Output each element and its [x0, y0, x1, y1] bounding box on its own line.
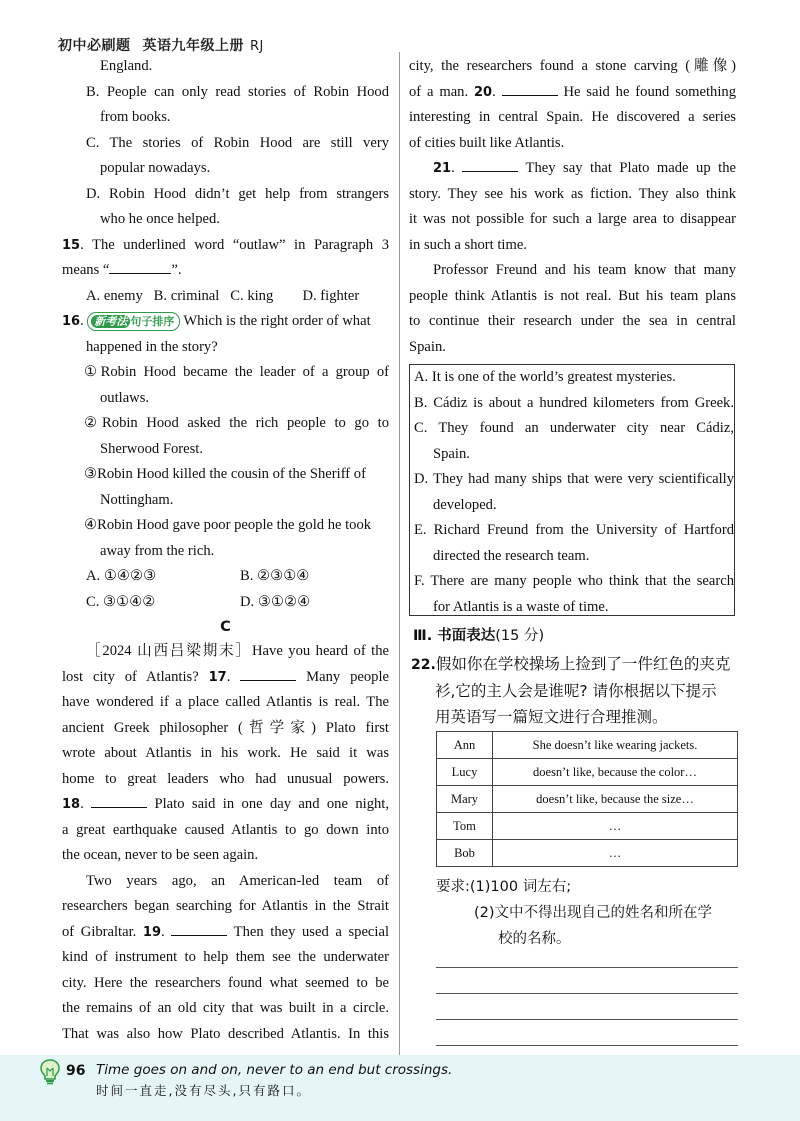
passage-right-line-1: city, the researchers found a stone carving (雕像) — [409, 58, 736, 74]
hints-table — [436, 731, 738, 867]
passage-right-line-11: to continue their research under the sea in central — [409, 313, 736, 329]
passage-right-line-2: of a man. 20. He said he found something — [409, 80, 736, 106]
passage-text: of a man. — [409, 83, 469, 100]
passage-line-11: researchers began searching for Atlantis in the Strait — [62, 898, 389, 915]
section-c-heading: C — [220, 618, 231, 636]
passage-line-8: a great earthquake caused Atlantis to go down into — [62, 821, 389, 838]
writing-requirements — [436, 874, 712, 952]
passage-line-7: 18. Plato said in one day and one night, — [62, 792, 389, 818]
passage-line-5: wrote about Atlantis in his work. He said it was — [62, 745, 389, 762]
q22-number: 22. — [411, 657, 436, 673]
passage-text: He said he found something — [563, 83, 736, 100]
requirement-2-cont: 校的名称。 — [498, 931, 571, 947]
footer-quote-chinese: 时间一直走,没有尽头,只有路口。 — [96, 1083, 311, 1098]
table-row — [437, 759, 738, 786]
passage-line-4: ancient Greek philosopher (哲学家) Plato first — [62, 719, 389, 736]
blank-19[interactable] — [171, 921, 227, 936]
table-cell-name: Bob — [437, 840, 493, 867]
passage-right-line-4: of cities built like Atlantis. — [409, 134, 565, 151]
passage-text: Plato said in one day and one night, — [154, 796, 389, 813]
q22-line3: 用英语写一篇短文进行合理推测。 — [435, 708, 668, 726]
blank-19-number: 19 — [142, 924, 162, 940]
table-cell-text: doesn’t like, because the size… — [493, 786, 738, 813]
passage-text: Then they used a special — [233, 923, 389, 940]
q22-line1 — [411, 651, 741, 678]
table-row — [437, 813, 738, 840]
passage-line-2: lost city of Atlantis? 17. Many people — [62, 665, 389, 691]
table-cell-name: Lucy — [437, 759, 493, 786]
passage-line-9: the ocean, never to be seen again. — [62, 847, 259, 864]
writing-line[interactable] — [436, 993, 738, 994]
header-book-series: 初中必刷题 — [58, 38, 131, 54]
passage-right-line-12: Spain. — [409, 338, 446, 355]
requirement-1: 要求:(1)100 词左右; — [436, 879, 572, 895]
table-cell-text: She doesn’t like wearing jackets. — [493, 732, 738, 759]
passage-line-10: Two years ago, an American-led team of — [86, 872, 389, 889]
option-c-line2: Spain. — [433, 445, 470, 462]
option-f-line1: F. There are many people who think that the search — [414, 573, 734, 589]
passage-right-line-7: it was not possible for such a large area to disappear — [409, 211, 736, 227]
option-d-line2: developed. — [433, 496, 497, 513]
q14-option-b-line1: B. People can only read stories of Robin Hood — [86, 83, 389, 100]
option-e-line1: E. Richard Freund from the University of Hartford — [414, 522, 734, 538]
passage-line-12: of Gibraltar. 19. Then they used a special — [62, 920, 389, 946]
option-a: A. It is one of the world’s greatest mysteries. — [414, 369, 676, 385]
q16-options-ab — [62, 564, 389, 590]
passage-right-line-9: Professor Freund and his team know that many — [433, 262, 736, 278]
q14-option-d-line2: who he once helped. — [100, 211, 220, 227]
passage-text: of Gibraltar. — [62, 923, 137, 940]
passage-right-line-5: 21. They say that Plato made up the — [409, 156, 736, 182]
q22-prompt — [411, 651, 741, 730]
table-row — [437, 786, 738, 813]
blank-17[interactable] — [240, 666, 296, 681]
q16-line1: 16. 新考法 句子排序 Which is the right order of what — [62, 313, 371, 330]
q15-line1: 15. The underlined word “outlaw” in Paragraph 3 — [62, 236, 389, 253]
passage-right-line-6: story. They see his work as fiction. They also think — [409, 185, 736, 202]
q16-stem: Which is the right order of what — [183, 313, 371, 330]
section-3-points: (15 分) — [495, 628, 545, 644]
section-3-title: Ⅲ. 书面表达 — [413, 628, 496, 644]
passage-line-3: have wondered if a place called Atlantis is real. The — [62, 694, 389, 711]
page-number: 96 — [66, 1063, 86, 1079]
page-footer — [0, 1055, 800, 1121]
q16-item-4a: ④Robin Hood gave poor people the gold he took — [84, 517, 372, 534]
q14-option-c-line1: C. The stories of Robin Hood are still very — [86, 134, 389, 151]
passage-right-line-3: interesting in central Spain. He discovered a series — [409, 109, 736, 125]
blank-17-number: 17 — [208, 669, 227, 685]
passage-line-16: That was also how Plato described Atlantis. In this — [62, 1025, 389, 1042]
q14-tail: England. — [100, 58, 153, 74]
q15-line2 — [62, 258, 389, 284]
passage-text: Many people — [306, 668, 389, 685]
q16-option-b: B. ②③①④ — [240, 568, 310, 585]
passage-right-line-10: people think Atlantis is not real. But his team plans — [409, 287, 736, 304]
q16-item-2b: Sherwood Forest. — [100, 440, 203, 457]
option-c-line1: C. They found an underwater city near Cádiz, — [414, 420, 734, 436]
blank-20[interactable] — [502, 81, 558, 96]
passage-line-13: kind of instrument to help them see the underwater — [62, 949, 389, 966]
option-d-line1: D. They had many ships that were very scientifically — [414, 471, 734, 487]
passage-text: They say that Plato made up the — [525, 160, 736, 176]
q16-line2: happened in the story? — [86, 338, 218, 355]
column-divider — [399, 52, 400, 1062]
option-f-line2: for Atlantis is a waste of time. — [433, 598, 609, 615]
q14-option-c-line2: popular nowadays. — [100, 160, 211, 176]
table-cell-name: Tom — [437, 813, 493, 840]
blank-18-number: 18 — [62, 797, 81, 813]
table-cell-name: Mary — [437, 786, 493, 813]
q15-means: means “ — [62, 262, 110, 278]
q16-option-c: C. ③①④② — [86, 593, 156, 610]
q16-item-1b: outlaws. — [100, 389, 150, 406]
q14-option-d-line1: D. Robin Hood didn’t get help from strangers — [86, 185, 389, 202]
new-exam-badge-label: 新考法 — [91, 315, 130, 328]
q15-blank[interactable] — [109, 259, 171, 274]
q16-option-a: A. ①④②③ — [86, 568, 157, 585]
table-cell-text: doesn’t like, because the color… — [493, 759, 738, 786]
q15-stem: The underlined word “outlaw” in Paragraph 3 — [92, 236, 389, 253]
q22-line2: 衫,它的主人会是谁呢? 请你根据以下提示 — [435, 682, 717, 700]
header-edition: RJ — [250, 39, 264, 54]
q16-number: 16 — [62, 314, 81, 330]
passage-line-14: city. Here the researchers found what seemed to be — [62, 974, 389, 991]
q15-number: 15 — [62, 237, 81, 253]
blank-21[interactable] — [462, 157, 518, 172]
footer-quote-english: Time goes on and on, never to an end but crossings. — [96, 1062, 453, 1078]
lightbulb-icon — [40, 1059, 60, 1085]
option-b: B. Cádiz is about a hundred kilometers from Greek. — [414, 394, 734, 411]
q14-option-b-line2: from books. — [100, 109, 171, 125]
q16-options-cd — [62, 590, 389, 616]
q16-item-4b: away from the rich. — [100, 542, 215, 559]
passage-line-1: ［2024 山西吕梁期末］Have you heard of the — [86, 643, 389, 660]
passage-line-6: home to great leaders who had unusual powers. — [62, 770, 389, 787]
writing-line[interactable] — [436, 1019, 738, 1020]
q22-text: 假如你在学校操场上捡到了一件红色的夹克 — [435, 655, 731, 673]
q16-option-d: D. ③①②④ — [240, 593, 311, 610]
page-header — [58, 35, 264, 55]
q16-item-2a: ②Robin Hood asked the rich people to go to — [84, 415, 389, 432]
passage-line-15: the remains of an old city that was built in a circle. — [62, 1000, 389, 1017]
new-exam-method-badge — [87, 312, 180, 331]
q15-options: A. enemy B. criminal C. king D. fighter — [86, 287, 360, 304]
q16-item-3a: ③Robin Hood killed the cousin of the Sheriff of — [84, 466, 366, 483]
passage-text: lost city of Atlantis? — [62, 668, 199, 685]
table-row — [437, 840, 738, 867]
blank-18[interactable] — [91, 793, 147, 808]
q15-quote-end: ”. — [171, 262, 182, 278]
left-column — [62, 54, 389, 1047]
table-row — [437, 732, 738, 759]
section-3-heading — [413, 624, 544, 645]
table-cell-text: … — [493, 840, 738, 867]
blank-21-number: 21 — [433, 161, 452, 176]
writing-line[interactable] — [436, 1045, 738, 1046]
table-cell-text: … — [493, 813, 738, 840]
answer-options-box — [409, 364, 735, 616]
passage-right-line-8: in such a short time. — [409, 236, 527, 253]
header-book-title: 英语九年级上册 — [142, 38, 244, 54]
option-e-line2: directed the research team. — [433, 547, 590, 564]
q16-item-3b: Nottingham. — [100, 491, 174, 508]
q16-item-1a: ①Robin Hood became the leader of a group of — [84, 364, 389, 381]
sentence-order-label: 句子排序 — [130, 315, 175, 328]
right-column — [409, 54, 736, 360]
writing-line[interactable] — [436, 967, 738, 968]
table-cell-name: Ann — [437, 732, 493, 759]
requirement-2: (2)文中不得出现自己的姓名和所在学 — [474, 905, 713, 921]
blank-20-number: 20 — [473, 84, 493, 100]
